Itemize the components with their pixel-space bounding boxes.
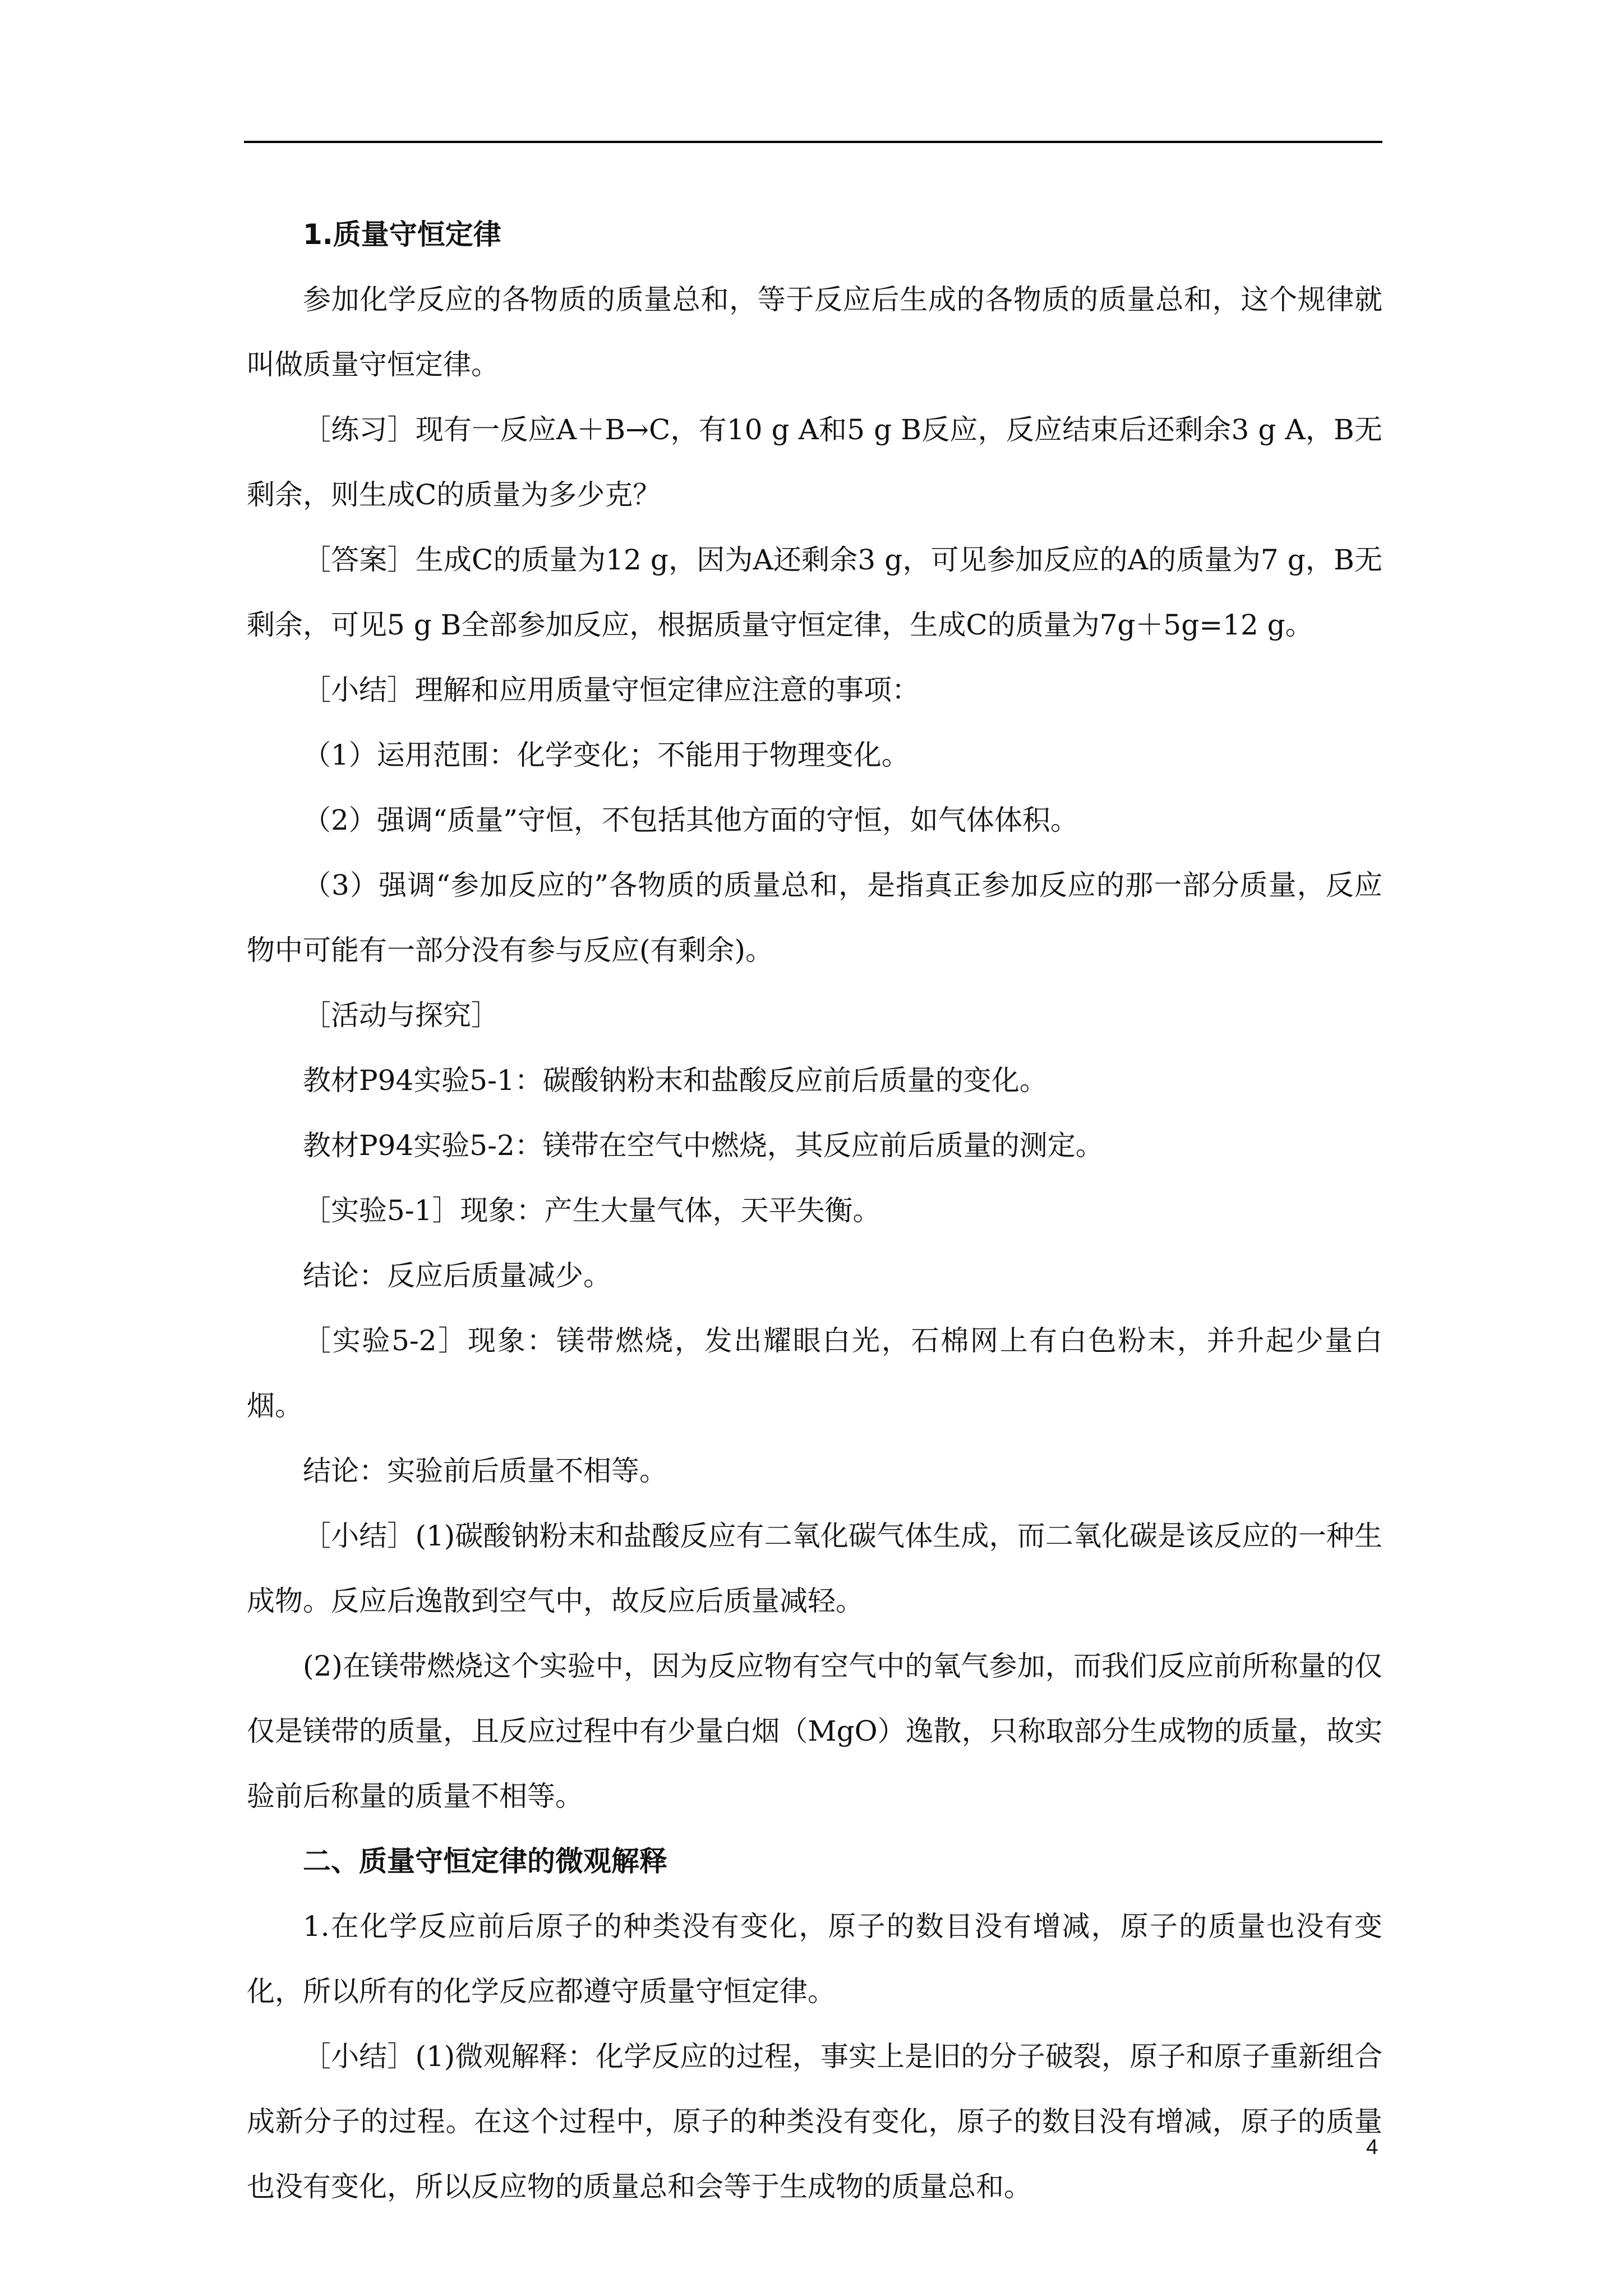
paragraph-summary-experiments-1: ［小结］(1)碳酸钠粉末和盐酸反应有二氧化碳气体生成，而二氧化碳是该反应的一种生成物。反应后逸散到空气中，故反应后质量减轻。 [247,1520,1382,1617]
paragraph-activity-heading: ［活动与探究］ [303,999,499,1032]
paragraph-summary-item-1: （1）运用范围：化学变化；不能用于物理变化。 [303,739,910,771]
paragraph-micro-explanation: 1.在化学反应前后原子的种类没有变化，原子的数目没有增减，原子的质量也没有变化，所以所有的化学反应都遵守质量守恒定律。 [247,1910,1382,2008]
section-heading-1: 1.质量守恒定律 [303,218,501,251]
paragraph-experiment-5-1: 教材P94实验5-1：碳酸钠粉末和盐酸反应前后质量的变化。 [303,1064,1048,1097]
page-number: 4 [1366,2136,1378,2159]
paragraph-phenomenon-5-2: ［实验5-2］现象：镁带燃烧，发出耀眼白光，石棉网上有白色粉末，并升起少量白烟。 [247,1324,1382,1422]
paragraph-answer: ［答案］生成C的质量为12 g，因为A还剩余3 g，可见参加反应的A的质量为7 g，B无剩余，可见5 g B全部参加反应，根据质量守恒定律，生成C的质量为7g＋5g=12 g。 [247,544,1382,641]
header-rule [244,141,1382,143]
section-heading-2: 二、质量守恒定律的微观解释 [303,1845,667,1878]
paragraph-phenomenon-5-1: ［实验5-1］现象：产生大量气体，天平失衡。 [303,1194,881,1227]
paragraph-conclusion-5-2: 结论：实验前后质量不相等。 [303,1455,667,1487]
paragraph-exercise: ［练习］现有一反应A＋B→C，有10 g A和5 g B反应，反应结束后还剩余3 g A，B无剩余，则生成C的质量为多少克？ [247,413,1382,511]
paragraph-micro-summary: ［小结］(1)微观解释：化学反应的过程，事实上是旧的分子破裂，原子和原子重新组合成新分子的过程。在这个过程中，原子的种类没有变化，原子的数目没有增减，原子的质量也没有变化，所以反应物的质量总和会等于生成物的质量总和。 [247,2040,1382,2203]
paragraph-summary-item-2: （2）强调“质量”守恒，不包括其他方面的守恒，如气体体积。 [303,804,1078,836]
paragraph-summary-item-3: （3）强调“参加反应的”各物质的质量总和，是指真正参加反应的那一部分质量，反应物中可能有一部分没有参与反应(有剩余)。 [247,869,1382,967]
document-body [247,202,1382,2219]
paragraph-summary-experiments-2: (2)在镁带燃烧这个实验中，因为反应物有空气中的氧气参加，而我们反应前所称量的仅仅是镁带的质量，且反应过程中有少量白烟（MgO）逸散，只称取部分生成物的质量，故实验前后称量的质量不相等。 [247,1650,1382,1812]
paragraph-conclusion-5-1: 结论：反应后质量减少。 [303,1259,611,1292]
paragraph-definition: 参加化学反应的各物质的质量总和，等于反应后生成的各物质的质量总和，这个规律就叫做质量守恒定律。 [247,283,1382,381]
paragraph-experiment-5-2: 教材P94实验5-2：镁带在空气中燃烧，其反应前后质量的测定。 [303,1129,1104,1162]
paragraph-summary-intro: ［小结］理解和应用质量守恒定律应注意的事项： [303,674,920,706]
